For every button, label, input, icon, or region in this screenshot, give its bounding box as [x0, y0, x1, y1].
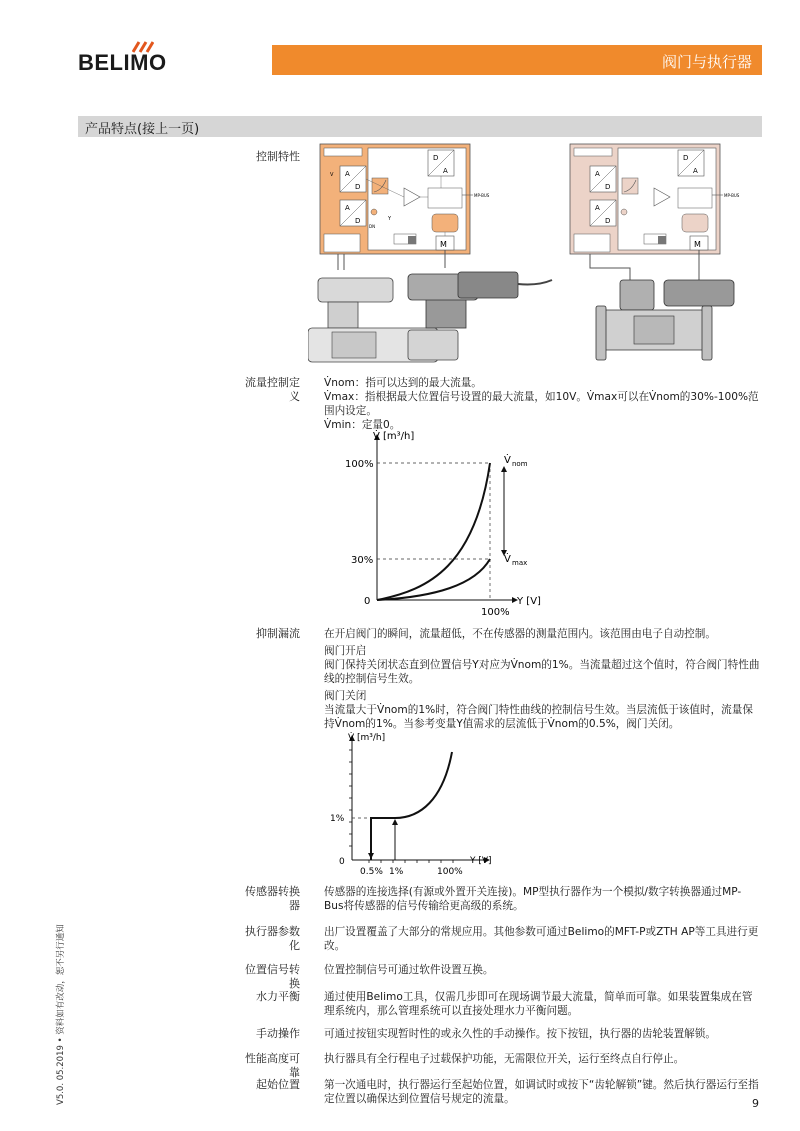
chart2-x1: 1% — [389, 867, 404, 877]
svg-text:A: A — [693, 167, 698, 175]
creep-chart — [325, 730, 525, 880]
label-flow: 流量控制定义 — [245, 376, 300, 403]
version-note: V5.0. 05.2019 • 资料如有改动，恕不另行通知 — [56, 924, 66, 1105]
svg-text:A: A — [595, 170, 600, 178]
svg-text:MP-BUS: MP-BUS — [724, 193, 740, 198]
chart1-curve-nom — [377, 463, 490, 600]
svg-text:D: D — [433, 154, 439, 162]
chart1-y100: 100% — [345, 459, 374, 470]
label-start: 起始位置 — [256, 1078, 300, 1091]
chart2-x100: 100% — [437, 867, 463, 877]
chart1-curve-max — [377, 559, 490, 600]
control-diagram-left — [308, 140, 558, 370]
creep-h1: 阀门开启 — [324, 645, 367, 657]
label-creep: 抑制漏流 — [256, 627, 300, 640]
section-title: 产品特点(接上一页) — [85, 122, 200, 137]
param-text: 出厂设置覆盖了大部分的常规应用。其他参数可通过Belimo的MFT-P或ZTH AP等工具进行更改。 — [324, 926, 759, 952]
header-title: 阀门与执行器 — [661, 53, 752, 71]
label-balance: 水力平衡 — [256, 990, 300, 1003]
position-text: 位置控制信号可通过软件设置互换。 — [324, 964, 494, 976]
creep-p2: 阀门保持关闭状态直到位置信号Y对应为V̇nom的1%。当流量超过这个值时，符合阀门特性曲线的控制信号生效。 — [324, 659, 760, 685]
svg-text:M: M — [694, 240, 701, 249]
label-reliable: 性能高度可靠 — [245, 1052, 300, 1079]
chart1-x100: 100% — [481, 607, 510, 618]
svg-text:A: A — [345, 170, 350, 178]
svg-text:M: M — [440, 240, 447, 249]
chart1-vmax-sub: max — [512, 559, 528, 567]
creep-p3: 当流量大于V̇nom的1%时，符合阀门特性曲线的控制信号生效。当层流低于该值时，流量保持V̇nom的1%。当参考变量Y值需求的层流低于V̇nom的0.5%，阀门关闭。 — [324, 704, 753, 730]
creep-p1: 在开启阀门的瞬间，流量超低，不在传感器的测量范围内。该范围由电子自动控制。 — [324, 628, 716, 640]
chart1-vmax: V̇ — [504, 554, 511, 565]
sensor-text: 传感器的连接选择(有源或外置开关连接)。MP型执行器作为一个模拟/数字转换器通过MP-Bus将传感器的信号传输给更高级的系统。 — [324, 886, 742, 912]
svg-text:D: D — [683, 154, 689, 162]
logo-mark-icon — [132, 41, 154, 53]
manual-text: 可通过按钮实现暂时性的或永久性的手动操作。按下按钮，执行器的齿轮装置解锁。 — [324, 1028, 716, 1040]
creep-text — [324, 627, 760, 731]
reliable-text: 执行器具有全行程电子过载保护功能，无需限位开关，运行至终点自行停止。 — [324, 1053, 685, 1065]
label-position: 位置信号转换 — [245, 963, 300, 990]
chart2-origin: 0 — [339, 857, 345, 867]
label-sensor: 传感器转换器 — [245, 885, 300, 912]
svg-text:A: A — [595, 204, 600, 212]
belimo-logo: BELIMO — [78, 50, 167, 75]
svg-text:V: V — [330, 172, 334, 178]
header-bar — [272, 45, 762, 75]
flow-line-3: V̇min：定量0。 — [324, 419, 401, 431]
control-diagram-right — [560, 140, 765, 370]
label-param: 执行器参数化 — [245, 925, 300, 952]
chart2-xlabel: Y [V] — [470, 856, 492, 866]
chart1-y30: 30% — [351, 555, 374, 566]
start-text: 第一次通电时，执行器运行至起始位置，如调试时或按下“齿轮解锁”键。然后执行器运行至指定位置以确保达到位置信号规定的流量。 — [324, 1079, 759, 1105]
svg-text:D: D — [605, 183, 611, 191]
creep-h2: 阀门关闭 — [324, 690, 367, 702]
label-control: 控制特性 — [256, 150, 300, 163]
svg-text:A: A — [345, 204, 350, 212]
chart2-x05: 0.5% — [360, 867, 383, 877]
chart2-ylabel: V̇ [m³/h] — [348, 733, 386, 743]
svg-text:D: D — [355, 217, 361, 225]
chart2-y1: 1% — [330, 814, 345, 824]
svg-text:A: A — [443, 167, 448, 175]
flow-chart — [340, 425, 560, 620]
chart1-vnom: V̇ — [504, 455, 511, 466]
balance-text: 通过使用Belimo工具，仅需几步即可在现场调节最大流量，简单而可靠。如果装置集成在管理系统内，那么管理系统可以直接处理水力平衡问题。 — [324, 991, 753, 1017]
section-bar — [78, 116, 762, 137]
flow-line-1: V̇nom：指可以达到的最大流量。 — [324, 377, 482, 389]
chart2-curve — [371, 752, 452, 860]
svg-text:D: D — [355, 183, 361, 191]
flow-line-2: V̇max：指根据最大位置信号设置的最大流量，如10V。V̇max可以在V̇nom的30%-100%范围内设定。 — [324, 391, 759, 417]
svg-text:DN: DN — [369, 224, 376, 229]
svg-text:MP-BUS: MP-BUS — [474, 193, 490, 198]
chart1-vnom-sub: nom — [512, 460, 528, 468]
label-manual: 手动操作 — [256, 1027, 300, 1040]
chart1-origin: 0 — [364, 596, 371, 607]
flow-text — [324, 376, 760, 432]
svg-text:Y: Y — [388, 216, 392, 222]
page-number: 9 — [752, 1097, 759, 1110]
chart1-xlabel: Y [V] — [517, 596, 541, 607]
svg-text:D: D — [605, 217, 611, 225]
chart1-ylabel: V̇ [m³/h] — [373, 431, 415, 442]
